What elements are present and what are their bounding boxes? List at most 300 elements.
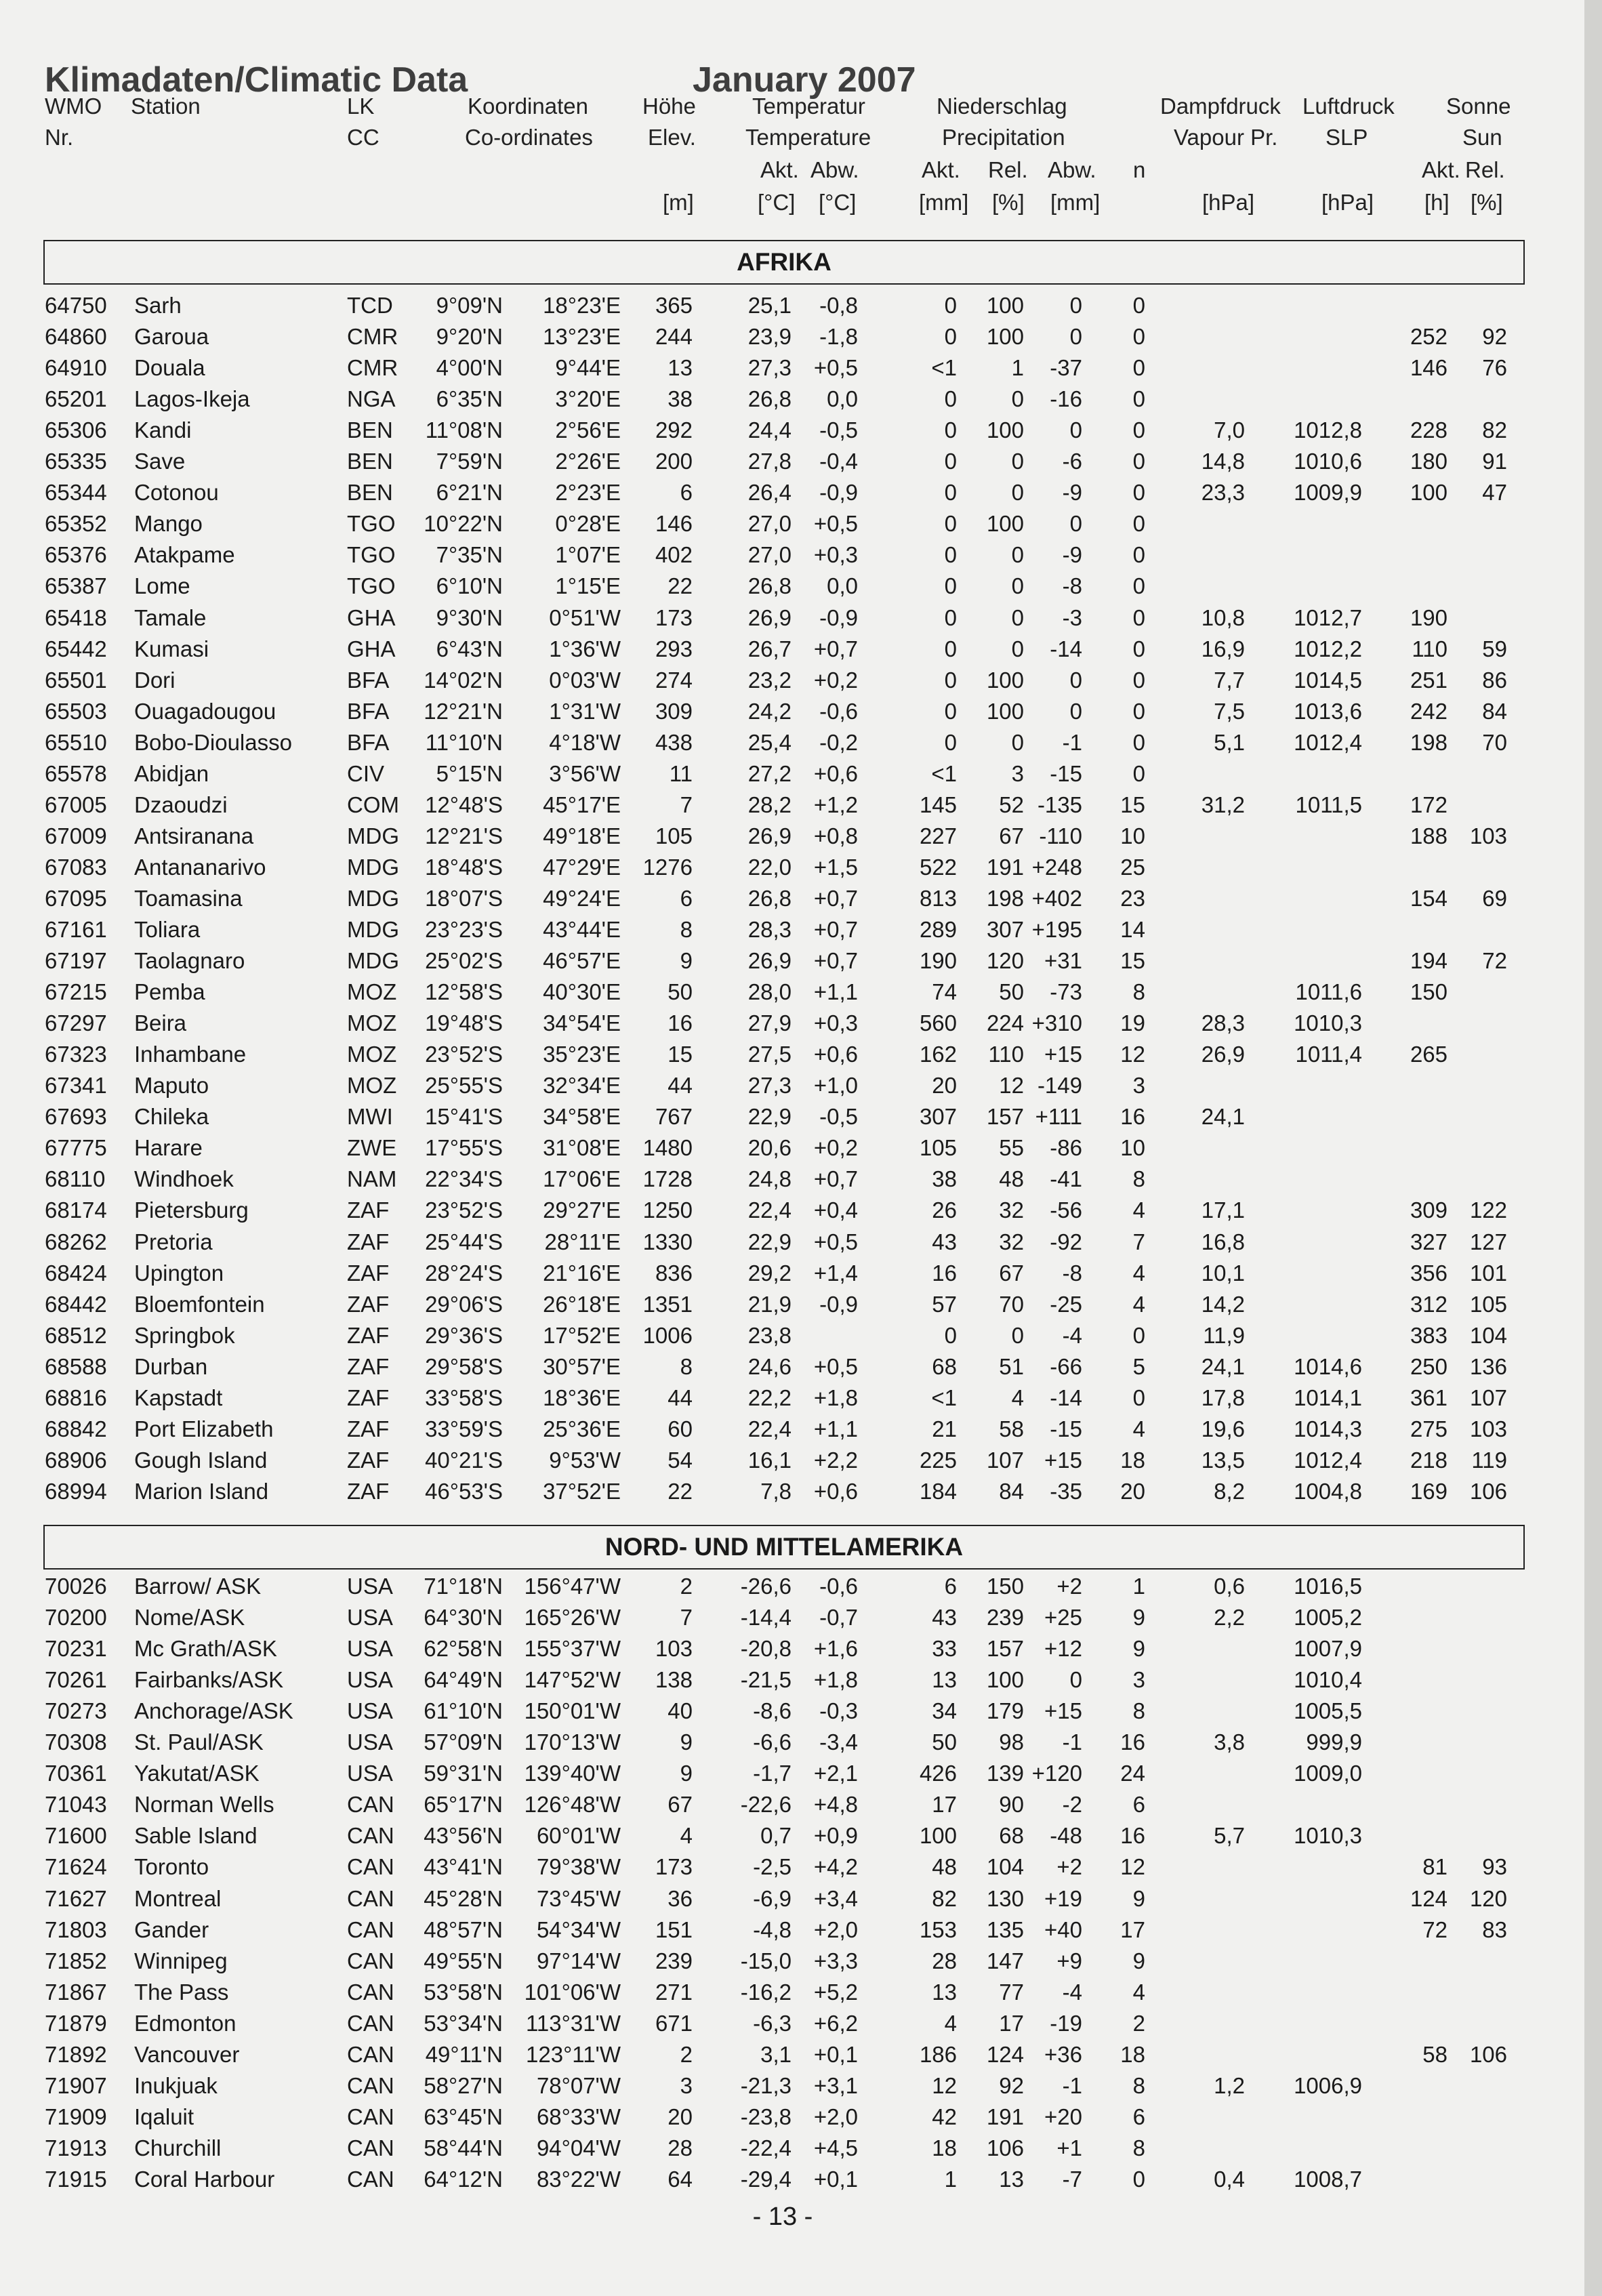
- table-row: [0, 1258, 1584, 1289]
- precip-relative-cell: 191: [986, 854, 1024, 880]
- sea-level-pressure-cell: 1012,7: [1294, 604, 1362, 630]
- station-name-cell: Winnipeg: [134, 1948, 228, 1973]
- header-n8: [%]: [992, 190, 1025, 215]
- precip-actual-cell: 0: [944, 698, 957, 724]
- temp-actual-cell: 27,8: [747, 449, 792, 474]
- country-code-cell: TCD: [347, 293, 393, 318]
- station-name-cell: Mc Grath/ASK: [134, 1636, 277, 1662]
- station-name-cell: Inukjuak: [134, 2072, 218, 2098]
- temp-actual-cell: 28,3: [747, 917, 792, 942]
- table-row: [0, 1789, 1584, 1820]
- precip-relative-cell: 90: [999, 1792, 1024, 1818]
- wmo-number-cell: 67215: [45, 979, 107, 1005]
- precip-actual-cell: 100: [919, 1823, 957, 1849]
- wmo-number-cell: 70273: [45, 1698, 107, 1724]
- sea-level-pressure-cell: 1008,7: [1294, 2166, 1362, 2192]
- precip-relative-cell: 0: [1011, 542, 1024, 568]
- precip-deviation-cell: +40: [1044, 1916, 1082, 1942]
- wmo-number-cell: 68994: [45, 1478, 107, 1504]
- country-code-cell: CAN: [347, 1916, 394, 1942]
- header-n7: [mm]: [919, 190, 969, 215]
- sun-actual-cell: 312: [1410, 1291, 1447, 1317]
- precip-deviation-cell: -8: [1062, 573, 1082, 599]
- precip-relative-cell: 150: [986, 1574, 1024, 1599]
- sea-level-pressure-cell: 1014,5: [1294, 667, 1362, 693]
- wmo-number-cell: 70231: [45, 1636, 107, 1662]
- temp-actual-cell: -16,2: [740, 1979, 792, 2005]
- precip-actual-cell: 0: [944, 386, 957, 412]
- sun-actual-cell: 124: [1410, 1885, 1447, 1911]
- latitude-cell: 12°58'S: [425, 979, 503, 1005]
- temp-deviation-cell: +0,9: [813, 1823, 858, 1849]
- precip-relative-cell: 0: [1011, 480, 1024, 506]
- temp-deviation-cell: -0,3: [819, 1698, 858, 1724]
- temp-actual-cell: 26,9: [747, 823, 792, 848]
- wmo-number-cell: 70361: [45, 1761, 107, 1786]
- station-name-cell: Anchorage/ASK: [134, 1698, 293, 1724]
- latitude-cell: 57°09'N: [424, 1729, 503, 1755]
- precip-relative-cell: 67: [999, 823, 1024, 848]
- temp-actual-cell: 20,6: [747, 1135, 792, 1161]
- precip-relative-cell: 0: [1011, 729, 1024, 755]
- country-code-cell: USA: [347, 1636, 393, 1662]
- precip-days-cell: 18: [1120, 1447, 1145, 1473]
- country-code-cell: MDG: [347, 854, 399, 880]
- precip-actual-cell: 43: [932, 1229, 957, 1254]
- wmo-number-cell: 71892: [45, 2041, 107, 2067]
- vapour-pressure-cell: 19,6: [1201, 1416, 1245, 1441]
- elevation-cell: 28: [668, 2135, 693, 2160]
- precip-actual-cell: 16: [932, 1260, 957, 1286]
- precip-actual-cell: 0: [944, 480, 957, 506]
- precip-actual-cell: 0: [944, 417, 957, 443]
- precip-deviation-cell: +120: [1031, 1761, 1082, 1786]
- longitude-cell: 13°23'E: [543, 324, 621, 350]
- wmo-number-cell: 71867: [45, 1979, 107, 2005]
- station-name-cell: Edmonton: [134, 2010, 237, 2036]
- latitude-cell: 58°27'N: [424, 2072, 503, 2098]
- sun-actual-cell: 265: [1410, 1042, 1447, 1067]
- table-row: [0, 446, 1584, 477]
- precip-relative-cell: 135: [986, 1916, 1024, 1942]
- precip-actual-cell: 4: [944, 2010, 957, 2036]
- longitude-cell: 1°07'E: [555, 542, 621, 568]
- vapour-pressure-cell: 28,3: [1201, 1010, 1245, 1036]
- sun-actual-cell: 252: [1410, 324, 1447, 350]
- temp-deviation-cell: +0,7: [813, 917, 858, 942]
- elevation-cell: 40: [668, 1698, 693, 1724]
- latitude-cell: 28°24'S: [425, 1260, 503, 1286]
- latitude-cell: 33°59'S: [425, 1416, 503, 1441]
- longitude-cell: 34°54'E: [543, 1010, 621, 1036]
- latitude-cell: 4°00'N: [436, 355, 503, 381]
- header-d1: Dampfdruck: [1160, 94, 1281, 119]
- precip-days-cell: 0: [1132, 542, 1145, 568]
- vapour-pressure-cell: 7,7: [1214, 667, 1245, 693]
- sun-relative-cell: 69: [1482, 885, 1507, 911]
- table-row: [0, 1476, 1584, 1507]
- elevation-cell: 292: [655, 417, 693, 443]
- table-row: [0, 1946, 1584, 1977]
- header-sta: Station: [131, 94, 201, 119]
- table-row: [0, 1977, 1584, 2008]
- precip-days-cell: 15: [1120, 948, 1145, 974]
- header-wmo1: WMO: [45, 94, 102, 119]
- sun-relative-cell: 103: [1469, 1416, 1507, 1441]
- header-ko1: Koordinaten: [468, 94, 588, 119]
- sun-relative-cell: 122: [1469, 1197, 1507, 1223]
- precip-days-cell: 8: [1132, 2072, 1145, 2098]
- precip-days-cell: 0: [1132, 511, 1145, 537]
- precip-actual-cell: 184: [919, 1478, 957, 1504]
- temp-actual-cell: -22,4: [740, 2135, 792, 2160]
- latitude-cell: 64°49'N: [424, 1667, 503, 1693]
- latitude-cell: 23°52'S: [425, 1197, 503, 1223]
- vapour-pressure-cell: 5,7: [1214, 1823, 1245, 1849]
- latitude-cell: 43°41'N: [424, 1854, 503, 1880]
- longitude-cell: 97°14'W: [536, 1948, 621, 1973]
- sun-relative-cell: 106: [1469, 2041, 1507, 2067]
- temp-deviation-cell: +0,5: [813, 511, 858, 537]
- wmo-number-cell: 67297: [45, 1010, 107, 1036]
- precip-actual-cell: 0: [944, 324, 957, 350]
- precip-days-cell: 9: [1132, 1885, 1145, 1911]
- station-name-cell: Bloemfontein: [134, 1291, 265, 1317]
- vapour-pressure-cell: 31,2: [1201, 792, 1245, 817]
- table-row: [0, 758, 1584, 790]
- vapour-pressure-cell: 0,4: [1214, 2166, 1245, 2192]
- precip-days-cell: 0: [1132, 324, 1145, 350]
- longitude-cell: 9°44'E: [555, 355, 621, 381]
- temp-deviation-cell: -0,5: [819, 1104, 858, 1130]
- elevation-cell: 22: [668, 1478, 693, 1504]
- sea-level-pressure-cell: 1014,6: [1294, 1353, 1362, 1379]
- precip-deviation-cell: -110: [1039, 823, 1082, 848]
- precip-deviation-cell: -9: [1062, 480, 1082, 506]
- latitude-cell: 59°31'N: [424, 1761, 503, 1786]
- wmo-number-cell: 67083: [45, 854, 107, 880]
- precip-days-cell: 10: [1120, 1135, 1145, 1161]
- precip-deviation-cell: -73: [1050, 979, 1082, 1005]
- precip-deviation-cell: -7: [1062, 2166, 1082, 2192]
- country-code-cell: CAN: [347, 1823, 394, 1849]
- country-code-cell: ZAF: [347, 1353, 390, 1379]
- table-row: [0, 1195, 1584, 1226]
- country-code-cell: BFA: [347, 667, 390, 693]
- latitude-cell: 29°58'S: [425, 1353, 503, 1379]
- precip-relative-cell: 48: [999, 1166, 1024, 1192]
- precip-deviation-cell: +12: [1044, 1636, 1082, 1662]
- sun-actual-cell: 383: [1410, 1322, 1447, 1348]
- country-code-cell: ZAF: [347, 1229, 390, 1254]
- wmo-number-cell: 65501: [45, 667, 107, 693]
- precip-days-cell: 6: [1132, 1792, 1145, 1818]
- precip-days-cell: 0: [1132, 2166, 1145, 2192]
- country-code-cell: CMR: [347, 355, 398, 381]
- country-code-cell: ZAF: [347, 1291, 390, 1317]
- precip-deviation-cell: +2: [1056, 1574, 1082, 1599]
- precip-days-cell: 5: [1132, 1353, 1145, 1379]
- sea-level-pressure-cell: 1012,4: [1294, 729, 1362, 755]
- temp-actual-cell: 22,0: [747, 854, 792, 880]
- latitude-cell: 7°59'N: [436, 449, 503, 474]
- precip-days-cell: 6: [1132, 2104, 1145, 2129]
- precip-deviation-cell: -6: [1062, 449, 1082, 474]
- table-row: [0, 1727, 1584, 1758]
- country-code-cell: CAN: [347, 2072, 394, 2098]
- table-row: [0, 1883, 1584, 1914]
- latitude-cell: 49°55'N: [424, 1948, 503, 1973]
- sea-level-pressure-cell: 1016,5: [1294, 1574, 1362, 1599]
- table-row: [0, 852, 1584, 883]
- precip-deviation-cell: -4: [1062, 1979, 1082, 2005]
- sea-level-pressure-cell: 1014,1: [1294, 1385, 1362, 1410]
- sun-relative-cell: 107: [1469, 1385, 1507, 1410]
- temp-deviation-cell: +0,2: [813, 1135, 858, 1161]
- longitude-cell: 165°26'W: [524, 1605, 621, 1631]
- station-name-cell: Lome: [134, 573, 190, 599]
- precip-relative-cell: 100: [986, 324, 1024, 350]
- station-name-cell: Taolagnaro: [134, 948, 245, 974]
- longitude-cell: 18°36'E: [543, 1385, 621, 1410]
- table-row: [0, 1664, 1584, 1696]
- header-n5: Abw.: [1048, 157, 1096, 182]
- elevation-cell: 1728: [642, 1166, 693, 1192]
- precip-actual-cell: 1: [944, 2166, 957, 2192]
- temp-deviation-cell: +1,1: [813, 979, 858, 1005]
- longitude-cell: 147°52'W: [524, 1667, 621, 1693]
- sun-actual-cell: 58: [1422, 2041, 1447, 2067]
- precip-deviation-cell: -92: [1050, 1229, 1082, 1254]
- table-row: [0, 914, 1584, 945]
- wmo-number-cell: 71043: [45, 1792, 107, 1818]
- country-code-cell: ZAF: [347, 1322, 390, 1348]
- header-wmo2: Nr.: [45, 125, 74, 150]
- station-name-cell: Kandi: [134, 417, 192, 443]
- longitude-cell: 113°31'W: [526, 2010, 621, 2036]
- longitude-cell: 68°33'W: [536, 2104, 621, 2129]
- precip-days-cell: 0: [1132, 636, 1145, 661]
- precip-deviation-cell: +9: [1056, 1948, 1082, 1973]
- country-code-cell: ZAF: [347, 1416, 390, 1441]
- sun-relative-cell: 84: [1482, 698, 1507, 724]
- station-name-cell: Vancouver: [134, 2041, 240, 2067]
- longitude-cell: 25°36'E: [543, 1416, 621, 1441]
- temp-deviation-cell: +0,6: [813, 1042, 858, 1067]
- precip-days-cell: 0: [1132, 729, 1145, 755]
- wmo-number-cell: 65201: [45, 386, 107, 412]
- precip-relative-cell: 120: [986, 948, 1024, 974]
- header-h1: Höhe: [642, 94, 696, 119]
- precip-relative-cell: 50: [999, 979, 1024, 1005]
- precip-deviation-cell: 0: [1069, 511, 1082, 537]
- station-name-cell: Antsiranana: [134, 823, 254, 848]
- page-number: - 13 -: [752, 2202, 813, 2231]
- precip-relative-cell: 98: [999, 1729, 1024, 1755]
- table-row: [0, 1758, 1584, 1789]
- temp-actual-cell: 23,9: [747, 324, 792, 350]
- table-row: [0, 1851, 1584, 1883]
- station-name-cell: Mango: [134, 511, 203, 537]
- temp-deviation-cell: +1,6: [813, 1636, 858, 1662]
- temp-deviation-cell: +1,1: [813, 1416, 858, 1441]
- sun-actual-cell: 251: [1410, 667, 1447, 693]
- precip-deviation-cell: +111: [1035, 1104, 1082, 1130]
- temp-deviation-cell: -3,4: [819, 1729, 858, 1755]
- temp-actual-cell: -6,9: [753, 1885, 792, 1911]
- vapour-pressure-cell: 16,8: [1201, 1229, 1245, 1254]
- sun-relative-cell: 104: [1469, 1322, 1507, 1348]
- sun-actual-cell: 309: [1410, 1197, 1447, 1223]
- station-name-cell: Beira: [134, 1010, 187, 1036]
- station-name-cell: Tamale: [134, 604, 207, 630]
- elevation-cell: 3: [680, 2072, 693, 2098]
- vapour-pressure-cell: 24,1: [1201, 1353, 1245, 1379]
- precip-days-cell: 0: [1132, 667, 1145, 693]
- wmo-number-cell: 71600: [45, 1823, 107, 1849]
- latitude-cell: 12°21'N: [424, 698, 503, 724]
- precip-days-cell: 16: [1120, 1729, 1145, 1755]
- precip-days-cell: 1: [1132, 1574, 1145, 1599]
- precip-relative-cell: 32: [999, 1229, 1024, 1254]
- longitude-cell: 156°47'W: [524, 1574, 621, 1599]
- wmo-number-cell: 71803: [45, 1916, 107, 1942]
- elevation-cell: 836: [655, 1260, 693, 1286]
- temp-deviation-cell: -0,9: [819, 1291, 858, 1317]
- vapour-pressure-cell: 17,8: [1201, 1385, 1245, 1410]
- temp-actual-cell: 29,2: [747, 1260, 792, 1286]
- sea-level-pressure-cell: 999,9: [1306, 1729, 1362, 1755]
- temp-deviation-cell: +3,3: [813, 1948, 858, 1973]
- station-name-cell: Yakutat/ASK: [134, 1761, 260, 1786]
- table-row: [0, 1602, 1584, 1633]
- sea-level-pressure-cell: 1010,6: [1294, 449, 1362, 474]
- sun-relative-cell: 93: [1482, 1854, 1507, 1880]
- station-name-cell: Douala: [134, 355, 205, 381]
- table-row: [0, 602, 1584, 634]
- temp-actual-cell: -4,8: [753, 1916, 792, 1942]
- precip-deviation-cell: +310: [1031, 1010, 1082, 1036]
- country-code-cell: GHA: [347, 636, 396, 661]
- temp-deviation-cell: +0,1: [813, 2166, 858, 2192]
- precip-days-cell: 12: [1120, 1042, 1145, 1067]
- wmo-number-cell: 67693: [45, 1104, 107, 1130]
- wmo-number-cell: 70261: [45, 1667, 107, 1693]
- precip-actual-cell: 105: [919, 1135, 957, 1161]
- country-code-cell: ZWE: [347, 1135, 397, 1161]
- elevation-cell: 173: [655, 604, 693, 630]
- temp-deviation-cell: 0,0: [827, 386, 858, 412]
- precip-days-cell: 0: [1132, 480, 1145, 506]
- precip-actual-cell: 43: [932, 1605, 957, 1631]
- precip-days-cell: 0: [1132, 386, 1145, 412]
- temp-deviation-cell: -0,5: [819, 417, 858, 443]
- precip-actual-cell: 0: [944, 636, 957, 661]
- elevation-cell: 1351: [642, 1291, 693, 1317]
- longitude-cell: 0°51'W: [549, 604, 621, 630]
- table-row: [0, 883, 1584, 914]
- precip-relative-cell: 52: [999, 792, 1024, 817]
- sea-level-pressure-cell: 1012,8: [1294, 417, 1362, 443]
- station-name-cell: Bobo-Dioulasso: [134, 729, 292, 755]
- sun-relative-cell: 119: [1471, 1447, 1507, 1473]
- latitude-cell: 71°18'N: [424, 1574, 503, 1599]
- longitude-cell: 32°34'E: [543, 1073, 621, 1099]
- temp-actual-cell: 27,3: [747, 1073, 792, 1099]
- precip-actual-cell: 6: [944, 1574, 957, 1599]
- station-name-cell: Fairbanks/ASK: [134, 1667, 284, 1693]
- precip-days-cell: 10: [1120, 823, 1145, 848]
- header-s3: Akt.: [1422, 157, 1460, 182]
- latitude-cell: 62°58'N: [424, 1636, 503, 1662]
- temp-actual-cell: 26,4: [747, 480, 792, 506]
- latitude-cell: 11°10'N: [425, 729, 503, 755]
- country-code-cell: NGA: [347, 386, 396, 412]
- sea-level-pressure-cell: 1011,5: [1295, 792, 1362, 817]
- sun-actual-cell: 154: [1410, 885, 1447, 911]
- longitude-cell: 78°07'W: [536, 2072, 621, 2098]
- station-name-cell: Pietersburg: [134, 1197, 249, 1223]
- precip-relative-cell: 157: [986, 1104, 1024, 1130]
- precip-actual-cell: 426: [919, 1761, 957, 1786]
- precip-deviation-cell: -14: [1050, 636, 1082, 661]
- country-code-cell: ZAF: [347, 1447, 390, 1473]
- table-row: [0, 1289, 1584, 1320]
- station-name-cell: Durban: [134, 1353, 208, 1379]
- temp-actual-cell: 23,8: [747, 1322, 792, 1348]
- longitude-cell: 60°01'W: [536, 1823, 621, 1849]
- country-code-cell: BFA: [347, 729, 390, 755]
- precip-actual-cell: 0: [944, 729, 957, 755]
- precip-relative-cell: 4: [1011, 1385, 1024, 1410]
- header-n9: [mm]: [1050, 190, 1101, 215]
- precip-days-cell: 4: [1132, 1291, 1145, 1317]
- elevation-cell: 67: [668, 1792, 693, 1818]
- longitude-cell: 150°01'W: [524, 1698, 621, 1724]
- wmo-number-cell: 65344: [45, 480, 107, 506]
- sea-level-pressure-cell: 1011,4: [1295, 1042, 1362, 1067]
- temp-deviation-cell: +0,2: [813, 667, 858, 693]
- precip-relative-cell: 100: [986, 698, 1024, 724]
- temp-actual-cell: 26,8: [747, 386, 792, 412]
- longitude-cell: 45°17'E: [543, 792, 621, 817]
- header-p2: SLP: [1326, 125, 1368, 150]
- table-row: [0, 821, 1584, 852]
- sun-relative-cell: 76: [1482, 355, 1507, 381]
- elevation-cell: 1006: [642, 1322, 693, 1348]
- precip-days-cell: 12: [1120, 1854, 1145, 1880]
- temp-deviation-cell: -0,8: [819, 293, 858, 318]
- longitude-cell: 4°18'W: [549, 729, 621, 755]
- temp-deviation-cell: -0,2: [819, 729, 858, 755]
- precip-relative-cell: 12: [999, 1073, 1024, 1099]
- temp-deviation-cell: +1,5: [813, 854, 858, 880]
- table-row: [0, 571, 1584, 602]
- precip-actual-cell: 186: [919, 2041, 957, 2067]
- precip-deviation-cell: -1: [1062, 1729, 1082, 1755]
- longitude-cell: 46°57'E: [543, 948, 621, 974]
- station-name-cell: Lagos-Ikeja: [134, 386, 250, 412]
- precip-relative-cell: 139: [986, 1761, 1024, 1786]
- sun-actual-cell: 110: [1412, 636, 1447, 661]
- country-code-cell: MDG: [347, 948, 399, 974]
- precip-days-cell: 8: [1132, 2135, 1145, 2160]
- station-name-cell: Garoua: [134, 324, 209, 350]
- latitude-cell: 18°48'S: [425, 854, 503, 880]
- elevation-cell: 365: [655, 293, 693, 318]
- temp-actual-cell: 27,2: [747, 760, 792, 786]
- wmo-number-cell: 71879: [45, 2010, 107, 2036]
